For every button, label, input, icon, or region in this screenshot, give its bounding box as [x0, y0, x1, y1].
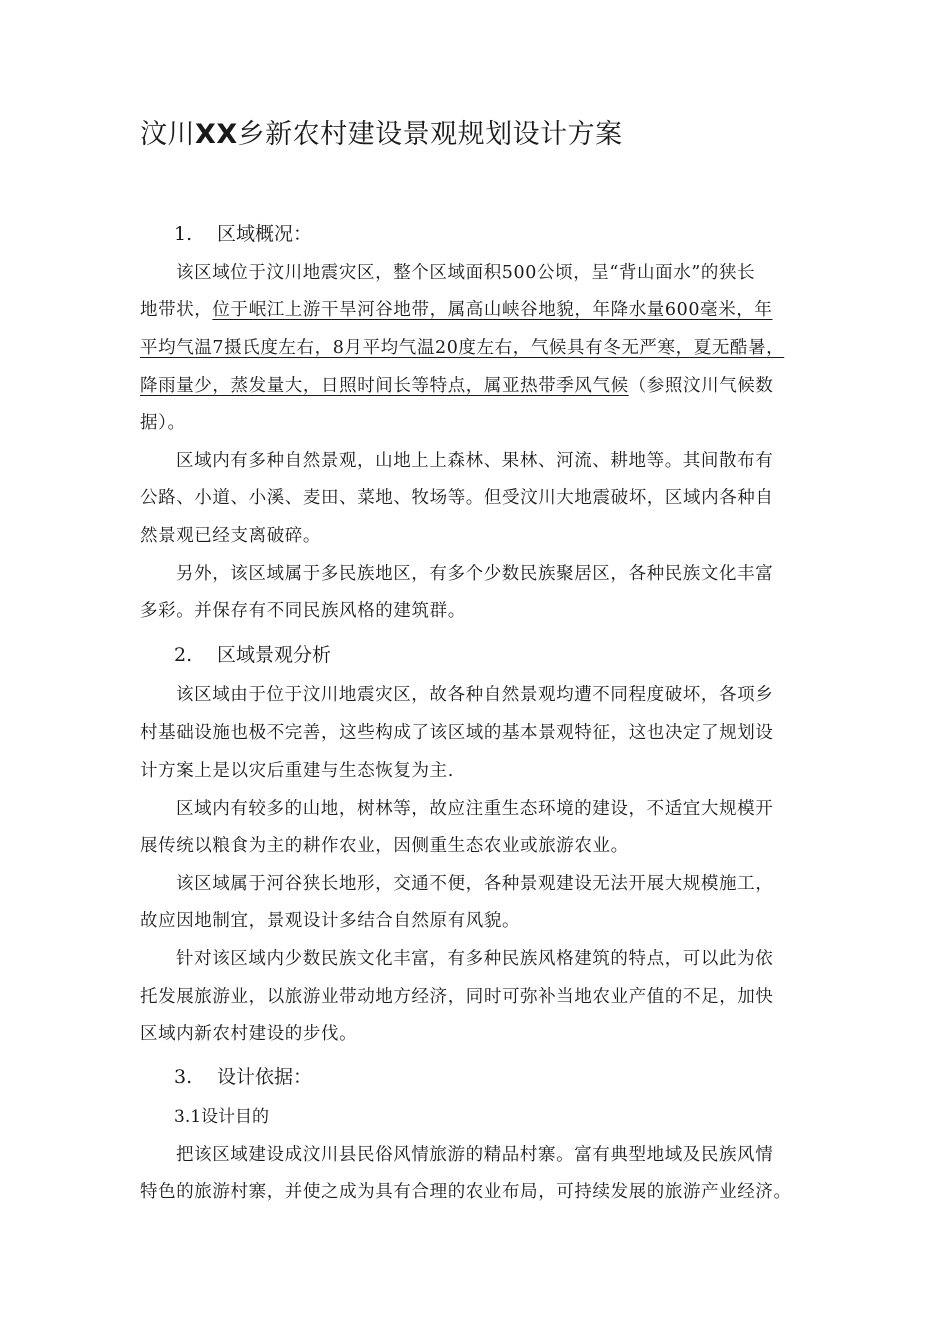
paragraph-line: 托发展旅游业，以旅游业带动地方经济，同时可弥补当地农业产值的不足，加快 [140, 987, 774, 1007]
title-bold-part: XX [195, 119, 238, 150]
paragraph-line: 计方案上是以灾后重建与生态恢复为主. [140, 761, 454, 781]
text-span: 地带状， [140, 300, 213, 320]
paragraph-line [140, 372, 774, 397]
section-title: 设计依据： [217, 1066, 313, 1088]
section-title: 区域概况： [217, 223, 313, 245]
paragraph-line: 公路、小道、小溪、麦田、菜地、牧场等。但受汶川大地震破坏，区域内各种自 [140, 488, 774, 508]
underlined-text: 降雨量少，蒸发量大，日照时间长等特点，属亚热带季风气候 [140, 376, 629, 396]
underlined-text: 位于岷江上游干旱河谷地带，属高山峡谷地貌，年降水量600毫米，年 [212, 300, 773, 320]
paragraph-line: 区域内新农村建设的步伐。 [140, 1024, 358, 1044]
title-suffix: 乡新农村建设景观规划设计方案 [237, 119, 623, 150]
paragraph-line: 该区域位于汶川地震灾区，整个区域面积500公顷，呈“背山面水”的狭长 [176, 263, 756, 283]
title-prefix: 汶川 [140, 119, 195, 150]
text-span: （参照汶川气候数 [628, 376, 774, 396]
subsection-heading: 3.1设计目的 [174, 1107, 270, 1127]
paragraph-line: 然景观已经支离破碎。 [140, 526, 321, 546]
paragraph-line: 该区域由于位于汶川地震灾区，故各种自然景观均遭不同程度破坏，各项乡 [176, 685, 774, 705]
section-number: 1. [174, 223, 193, 245]
paragraph-line: 多彩。并保存有不同民族风格的建筑群。 [140, 601, 466, 621]
paragraph-line [140, 296, 773, 321]
section-number: 2. [174, 644, 193, 666]
paragraph-line: 展传统以粮食为主的耕作农业，因侧重生态农业或旅游农业。 [140, 836, 629, 856]
paragraph-line: 针对该区域内少数民族文化丰富，有多种民族风格建筑的特点，可以此为依 [176, 949, 774, 969]
section-1-heading [174, 219, 312, 246]
section-3-heading [174, 1062, 312, 1089]
paragraph-line: 村基础设施也极不完善，这些构成了该区域的基本景观特征，这也决定了规划设 [140, 723, 774, 743]
paragraph-line: 区域内有多种自然景观，山地上上森林、果林、河流、耕地等。其间散布有 [176, 451, 774, 471]
paragraph-line: 故应因地制宜，景观设计多结合自然原有风貌。 [140, 911, 521, 931]
paragraph-line: 据）。 [140, 413, 186, 433]
section-title: 区域景观分析 [217, 644, 332, 666]
paragraph-line: 把该区域建设成汶川县民俗风情旅游的精品村寨。富有典型地域及民族风情 [176, 1145, 774, 1165]
paragraph-line: 特色的旅游村寨，并使之成为具有合理的农业布局，可持续发展的旅游产业经济。 [140, 1182, 792, 1202]
document-title [140, 112, 623, 151]
paragraph-line: 该区域属于河谷狭长地形，交通不便，各种景观建设无法开展大规模施工， [176, 874, 774, 894]
paragraph-line: 另外，该区域属于多民族地区，有多个少数民族聚居区，各种民族文化丰富 [176, 564, 774, 584]
paragraph-line: 区域内有较多的山地，树林等，故应注重生态环境的建设，不适宜大规模开 [176, 799, 774, 819]
underlined-text: 平均气温7摄氏度左右，8月平均气温20度左右，气候具有冬无严寒，夏无酷暑， [140, 338, 785, 358]
section-number: 3. [174, 1066, 193, 1088]
section-2-heading [174, 640, 331, 667]
